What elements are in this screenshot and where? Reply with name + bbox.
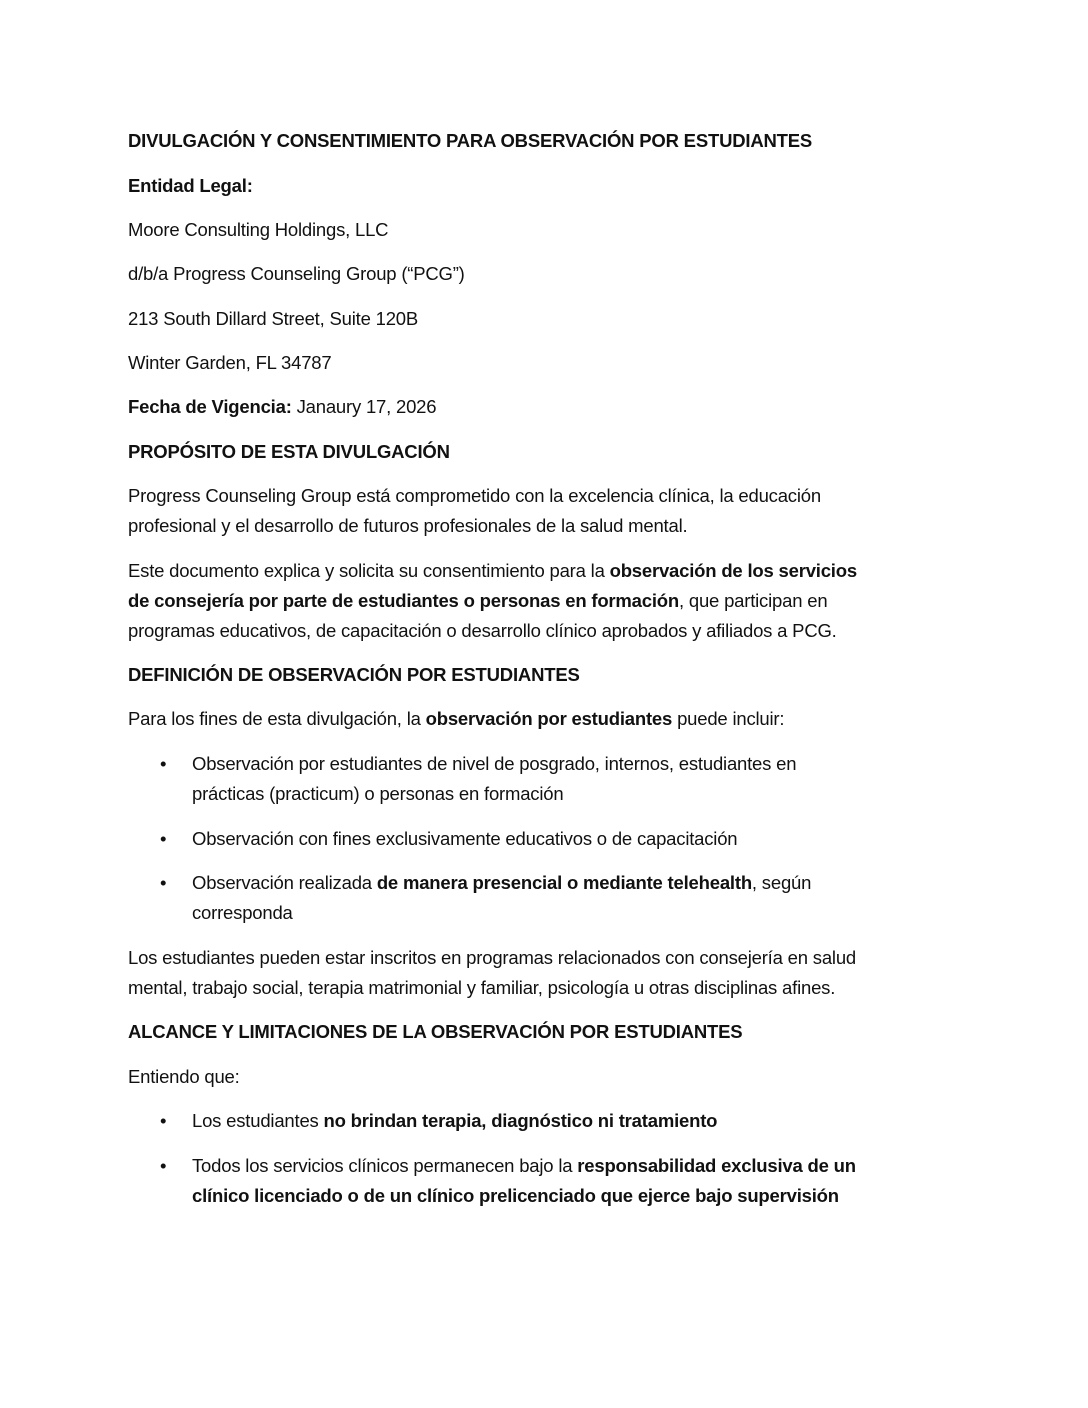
scope-heading: ALCANCE Y LIMITACIONES DE LA OBSERVACIÓN POR ESTUDIANTES xyxy=(128,1021,743,1042)
bullet-icon: • xyxy=(160,828,167,849)
entity-dba: d/b/a Progress Counseling Group (“PCG”) xyxy=(128,263,465,284)
bullet-icon: • xyxy=(160,1155,167,1176)
text-run: Para los fines de esta divulgación, la xyxy=(128,708,426,729)
document-title: DIVULGACIÓN Y CONSENTIMIENTO PARA OBSERVACIÓN POR ESTUDIANTES xyxy=(128,130,813,151)
definition-bullet-3-line1 xyxy=(192,868,972,898)
scope-bullet-2-line2: clínico licenciado o de un clínico prelicenciado que ejerce bajo supervisión xyxy=(192,1185,839,1206)
bold-run: no brindan terapia, diagnóstico ni tratamiento xyxy=(323,1110,718,1131)
scope-intro: Entiendo que: xyxy=(128,1066,240,1087)
bold-run: de manera presencial o mediante telehealth xyxy=(376,872,752,893)
text-run: Observación realizada xyxy=(192,872,377,893)
purpose-p2-line3: programas educativos, de capacitación o desarrollo clínico aprobados y afiliados a PCG. xyxy=(128,620,837,641)
effective-date xyxy=(128,392,968,422)
text-run: Este documento explica y solicita su consentimiento para la xyxy=(128,560,610,581)
text-run: , según xyxy=(751,872,812,893)
bold-run: responsabilidad exclusiva de un xyxy=(577,1155,856,1176)
purpose-p2-line1 xyxy=(128,556,968,586)
bullet-icon: • xyxy=(160,753,167,774)
scope-bullet-2-line1 xyxy=(192,1151,972,1181)
text-run: Los estudiantes xyxy=(192,1110,324,1131)
entity-city: Winter Garden, FL 34787 xyxy=(128,352,332,373)
effective-date-label: Fecha de Vigencia: xyxy=(128,396,292,417)
bullet-icon: • xyxy=(160,1110,167,1131)
entity-name: Moore Consulting Holdings, LLC xyxy=(128,219,389,240)
text-run: , que participan en xyxy=(678,590,828,611)
definition-bullet-3-line2: corresponda xyxy=(192,902,293,923)
entity-label: Entidad Legal: xyxy=(128,175,253,196)
definition-bullet-2: Observación con fines exclusivamente educativos o de capacitación xyxy=(192,828,738,849)
purpose-p1-line2: profesional y el desarrollo de futuros profesionales de la salud mental. xyxy=(128,515,688,536)
purpose-heading: PROPÓSITO DE ESTA DIVULGACIÓN xyxy=(128,441,450,462)
effective-date-value: Janaury 17, 2026 xyxy=(291,396,437,417)
bullet-icon: • xyxy=(160,872,167,893)
definition-bullet-1-line2: prácticas (practicum) o personas en formación xyxy=(192,783,564,804)
purpose-p2-line2 xyxy=(128,586,968,616)
bold-run: observación por estudiantes xyxy=(425,708,673,729)
definition-heading: DEFINICIÓN DE OBSERVACIÓN POR ESTUDIANTES xyxy=(128,664,580,685)
definition-bullet-1-line1: Observación por estudiantes de nivel de posgrado, internos, estudiantes en xyxy=(192,753,797,774)
text-run: puede incluir: xyxy=(672,708,785,729)
definition-closing-line2: mental, trabajo social, terapia matrimonial y familiar, psicología u otras disciplinas afines. xyxy=(128,977,836,998)
definition-intro xyxy=(128,704,968,734)
text-run: Todos los servicios clínicos permanecen bajo la xyxy=(192,1155,578,1176)
scope-bullet-1 xyxy=(192,1106,972,1136)
bold-run: observación de los servicios xyxy=(609,560,857,581)
bold-run: de consejería por parte de estudiantes o personas en formación xyxy=(128,590,679,611)
purpose-p1-line1: Progress Counseling Group está comprometido con la excelencia clínica, la educación xyxy=(128,485,821,506)
definition-closing-line1: Los estudiantes pueden estar inscritos en programas relacionados con consejería en salud xyxy=(128,947,856,968)
entity-street: 213 South Dillard Street, Suite 120B xyxy=(128,308,419,329)
